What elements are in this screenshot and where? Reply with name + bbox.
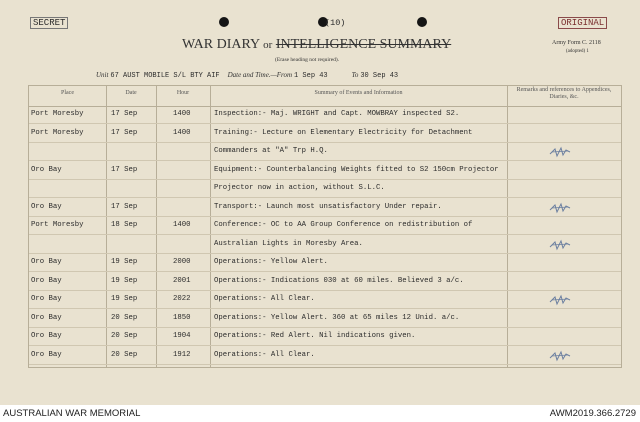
table-row [29, 330, 621, 346]
date-to: 30 Sep 43 [360, 72, 399, 80]
header-date: Date [125, 90, 137, 96]
archive-footer [0, 405, 640, 422]
summary-cell: Equipment:- Counterbalancing Weights fitted to S2 150cm Projector [214, 165, 499, 174]
place-cell: Port Moresby [31, 221, 84, 229]
summary-cell: Operations:- Yellow Alert. 360 at 65 miles 12 Unid. a/c. [214, 313, 460, 322]
table-row [29, 219, 621, 235]
hour-cell: 2022 [173, 295, 191, 303]
hour-cell: 2000 [173, 258, 191, 266]
date-cell: 20 Sep [111, 332, 138, 340]
table-row [29, 127, 621, 143]
army-form-label: Army Form C. 2118 [552, 40, 601, 46]
unit-value: 67 AUST MOBILE S/L BTY AIF [110, 72, 220, 80]
header-remarks: Remarks and references to Appendices, Diaries, &c. [516, 87, 612, 100]
summary-cell: Operations:- All Clear. [214, 350, 315, 359]
army-form-adopted: (adopted) 1 [566, 49, 589, 54]
date-cell: 19 Sep [111, 276, 138, 285]
table-row [29, 275, 621, 291]
footer-source: AUSTRALIAN WAR MEMORIAL [3, 408, 141, 419]
hour-cell: 2001 [173, 276, 191, 285]
summary-cell: Operations:- Yellow Alert. [214, 258, 328, 266]
title-or: or [263, 39, 273, 51]
date-cell: 20 Sep [111, 350, 138, 359]
date-cell: 19 Sep [111, 258, 138, 266]
date-cell: 18 Sep [111, 221, 138, 229]
title-subtitle: (Erase heading not required). [275, 57, 340, 63]
initials-mark-icon [549, 239, 571, 251]
summary-cell: Inspection:- Maj. WRIGHT and Capt. MOWBRAY inspected S2. [214, 110, 460, 118]
table-row [29, 201, 621, 217]
place-cell: Oro Bay [31, 295, 62, 303]
initials-mark-icon [549, 350, 571, 362]
hour-cell: 1400 [173, 128, 191, 137]
date-cell: 17 Sep [111, 128, 138, 137]
original-stamp: ORIGINAL [558, 17, 607, 29]
summary-cell: Training:- Lecture on Elementary Electricity for Detachment [214, 128, 473, 137]
place-cell: Oro Bay [31, 332, 62, 340]
initials-mark-icon [549, 146, 571, 158]
diary-table [28, 85, 622, 368]
date-cell: 17 Sep [111, 165, 138, 174]
secret-stamp: SECRET [30, 17, 68, 29]
date-from: 1 Sep 43 [294, 72, 328, 80]
table-row [29, 312, 621, 328]
date-cell: 17 Sep [111, 202, 138, 211]
table-row [29, 108, 621, 124]
summary-cell: Operations:- Red Alert. Nil indications given. [214, 332, 416, 340]
place-cell: Port Moresby [31, 128, 84, 137]
header-summary: Summary of Events and Information [314, 90, 403, 96]
date-to-label: To [351, 71, 359, 79]
place-cell: Port Moresby [31, 110, 84, 118]
title-war-diary: WAR DIARY [182, 37, 260, 52]
diary-title [182, 37, 451, 53]
summary-cell: Projector now in action, without S.L.C. [214, 184, 385, 192]
table-row [29, 256, 621, 272]
table-row [29, 182, 621, 198]
hour-cell: 1400 [173, 110, 191, 118]
date-label: Date and Time.—From [227, 71, 293, 79]
unit-label: Unit [96, 71, 109, 79]
initials-mark-icon [549, 202, 571, 214]
table-row [29, 145, 621, 161]
date-cell: 19 Sep [111, 295, 138, 303]
summary-cell: Operations:- Indications 030 at 60 miles. Believed 3 a/c. [214, 276, 464, 285]
summary-cell: Operations:- All Clear. [214, 295, 315, 303]
hour-cell: 1850 [173, 313, 191, 322]
date-cell: 20 Sep [111, 313, 138, 322]
place-cell: Oro Bay [31, 258, 62, 266]
table-row [29, 349, 621, 365]
summary-cell: Commanders at "A" Trp H.Q. [214, 147, 328, 155]
place-cell: Oro Bay [31, 202, 62, 211]
hour-cell: 1400 [173, 221, 191, 229]
footer-accession: AWM2019.366.2729 [549, 408, 636, 419]
table-row [29, 238, 621, 254]
punch-hole [417, 17, 427, 27]
table-header [29, 86, 621, 107]
title-intelligence-summary: INTELLIGENCE SUMMARY [275, 37, 452, 52]
header-hour: Hour [176, 90, 190, 96]
table-row [29, 164, 621, 180]
place-cell: Oro Bay [31, 276, 62, 285]
hour-cell: 1912 [173, 350, 191, 359]
header-place: Place [61, 90, 74, 96]
page-number: (10) [325, 18, 346, 28]
hour-cell: 1904 [173, 332, 191, 340]
date-cell: 17 Sep [111, 110, 138, 118]
initials-mark-icon [549, 294, 571, 306]
summary-cell: Australian Lights in Moresby Area. [214, 239, 363, 248]
place-cell: Oro Bay [31, 350, 62, 359]
summary-cell: Transport:- Launch most unsatisfactory Under repair. [214, 202, 442, 211]
place-cell: Oro Bay [31, 165, 62, 174]
unit-line [96, 71, 398, 80]
punch-hole [219, 17, 229, 27]
summary-cell: Conference:- OC to AA Group Conference on redistribution of [214, 221, 473, 229]
place-cell: Oro Bay [31, 313, 62, 322]
table-row [29, 293, 621, 309]
